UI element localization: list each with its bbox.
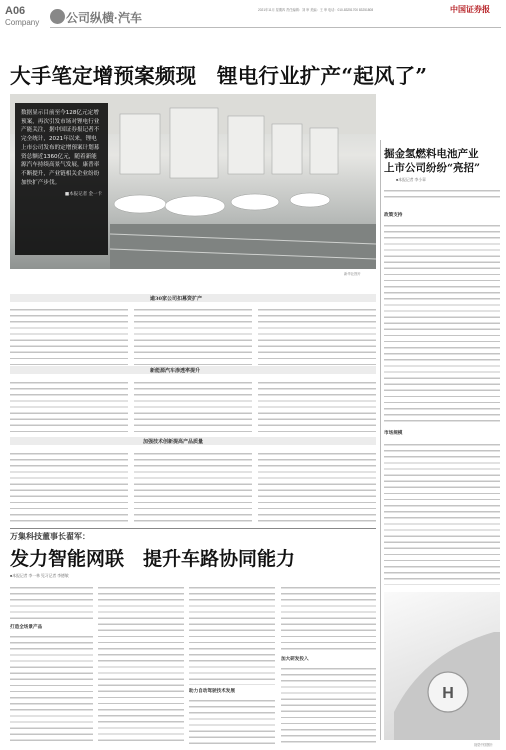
lead-summary-box	[15, 103, 108, 255]
lead-sub1: 逾30家公司扣募资扩产	[150, 296, 202, 302]
lead-body-a	[10, 305, 376, 365]
page-code: A06	[5, 5, 26, 17]
side-headline: 掘金氢燃料电池产业 上市公司纷纷“亮招”	[384, 148, 481, 174]
lead-body-b	[10, 378, 376, 436]
feature-body-col3b	[189, 696, 275, 744]
section-title: 公司纵横·汽车	[66, 11, 142, 25]
header-rule	[50, 27, 501, 28]
side-body-1	[384, 186, 500, 200]
feature-body-col1a	[10, 583, 93, 622]
side-body-3	[384, 440, 500, 585]
lead-sub2: 新能源汽车渗透率提升	[150, 368, 201, 374]
section-divider	[10, 528, 376, 529]
paper-name: 中国证券报	[450, 4, 490, 14]
lead-summary: 数据显示目前至今128亿元定增预案，再次引发市场对锂电行业产能关注，据中国证券报记者不完全统计，2021年以来，锂电上市公司发布的定增预案计划募资总额近1360亿元，随着新能源汽车持续高景气发展，康普率不断提升，产业链相关企业纷纷加快扩产步伐。	[21, 110, 100, 186]
side-photo-credit: 视觉中国图片	[474, 743, 494, 747]
feature-body-col2	[98, 583, 184, 744]
feature-headline: 发力智能网联 提升车路协同能力	[10, 548, 296, 570]
section-en: Company	[5, 18, 40, 27]
section-badge	[50, 9, 65, 24]
feature-sub2: 加大研发投入	[281, 657, 309, 662]
lead-byline: ■本报记者 金一卡	[64, 192, 102, 198]
hydrogen-tank-illustration	[384, 592, 500, 740]
feature-sub1: 打造全场景产品	[10, 625, 43, 630]
lead-headline: 大手笔定增预案频现 锂电行业扩产“起风了”	[10, 64, 428, 88]
column-divider	[380, 140, 381, 740]
feature-body-col4a	[281, 583, 376, 653]
feature-body-col4b	[281, 664, 376, 744]
lead-sub3: 加强技术创新提高产品质量	[143, 439, 204, 445]
feature-sub3: 助力自动驾驶技术发展	[189, 689, 235, 694]
feature-body-col3a	[189, 583, 275, 685]
side-sub2: 市场规模	[384, 431, 403, 436]
feature-byline: ■本报记者 李一林 见习记者 李德敏	[10, 574, 69, 578]
side-body-2	[384, 221, 500, 426]
lead-photo-credit: 新华社图片	[344, 272, 361, 276]
feature-body-col1b	[10, 632, 93, 744]
top-meta: 2021年11月 星期四 责任编辑：刘 审 美编：王 审 电话：010-83251700 83251808	[258, 8, 374, 12]
svg-text:H: H	[442, 685, 454, 702]
lead-body-c	[10, 449, 376, 523]
feature-kicker: 万集科技董事长翟军：	[10, 531, 90, 541]
side-byline: ■本报记者 李小章	[396, 178, 426, 182]
side-photo	[384, 592, 500, 740]
side-sub1: 政策支持	[384, 213, 403, 218]
